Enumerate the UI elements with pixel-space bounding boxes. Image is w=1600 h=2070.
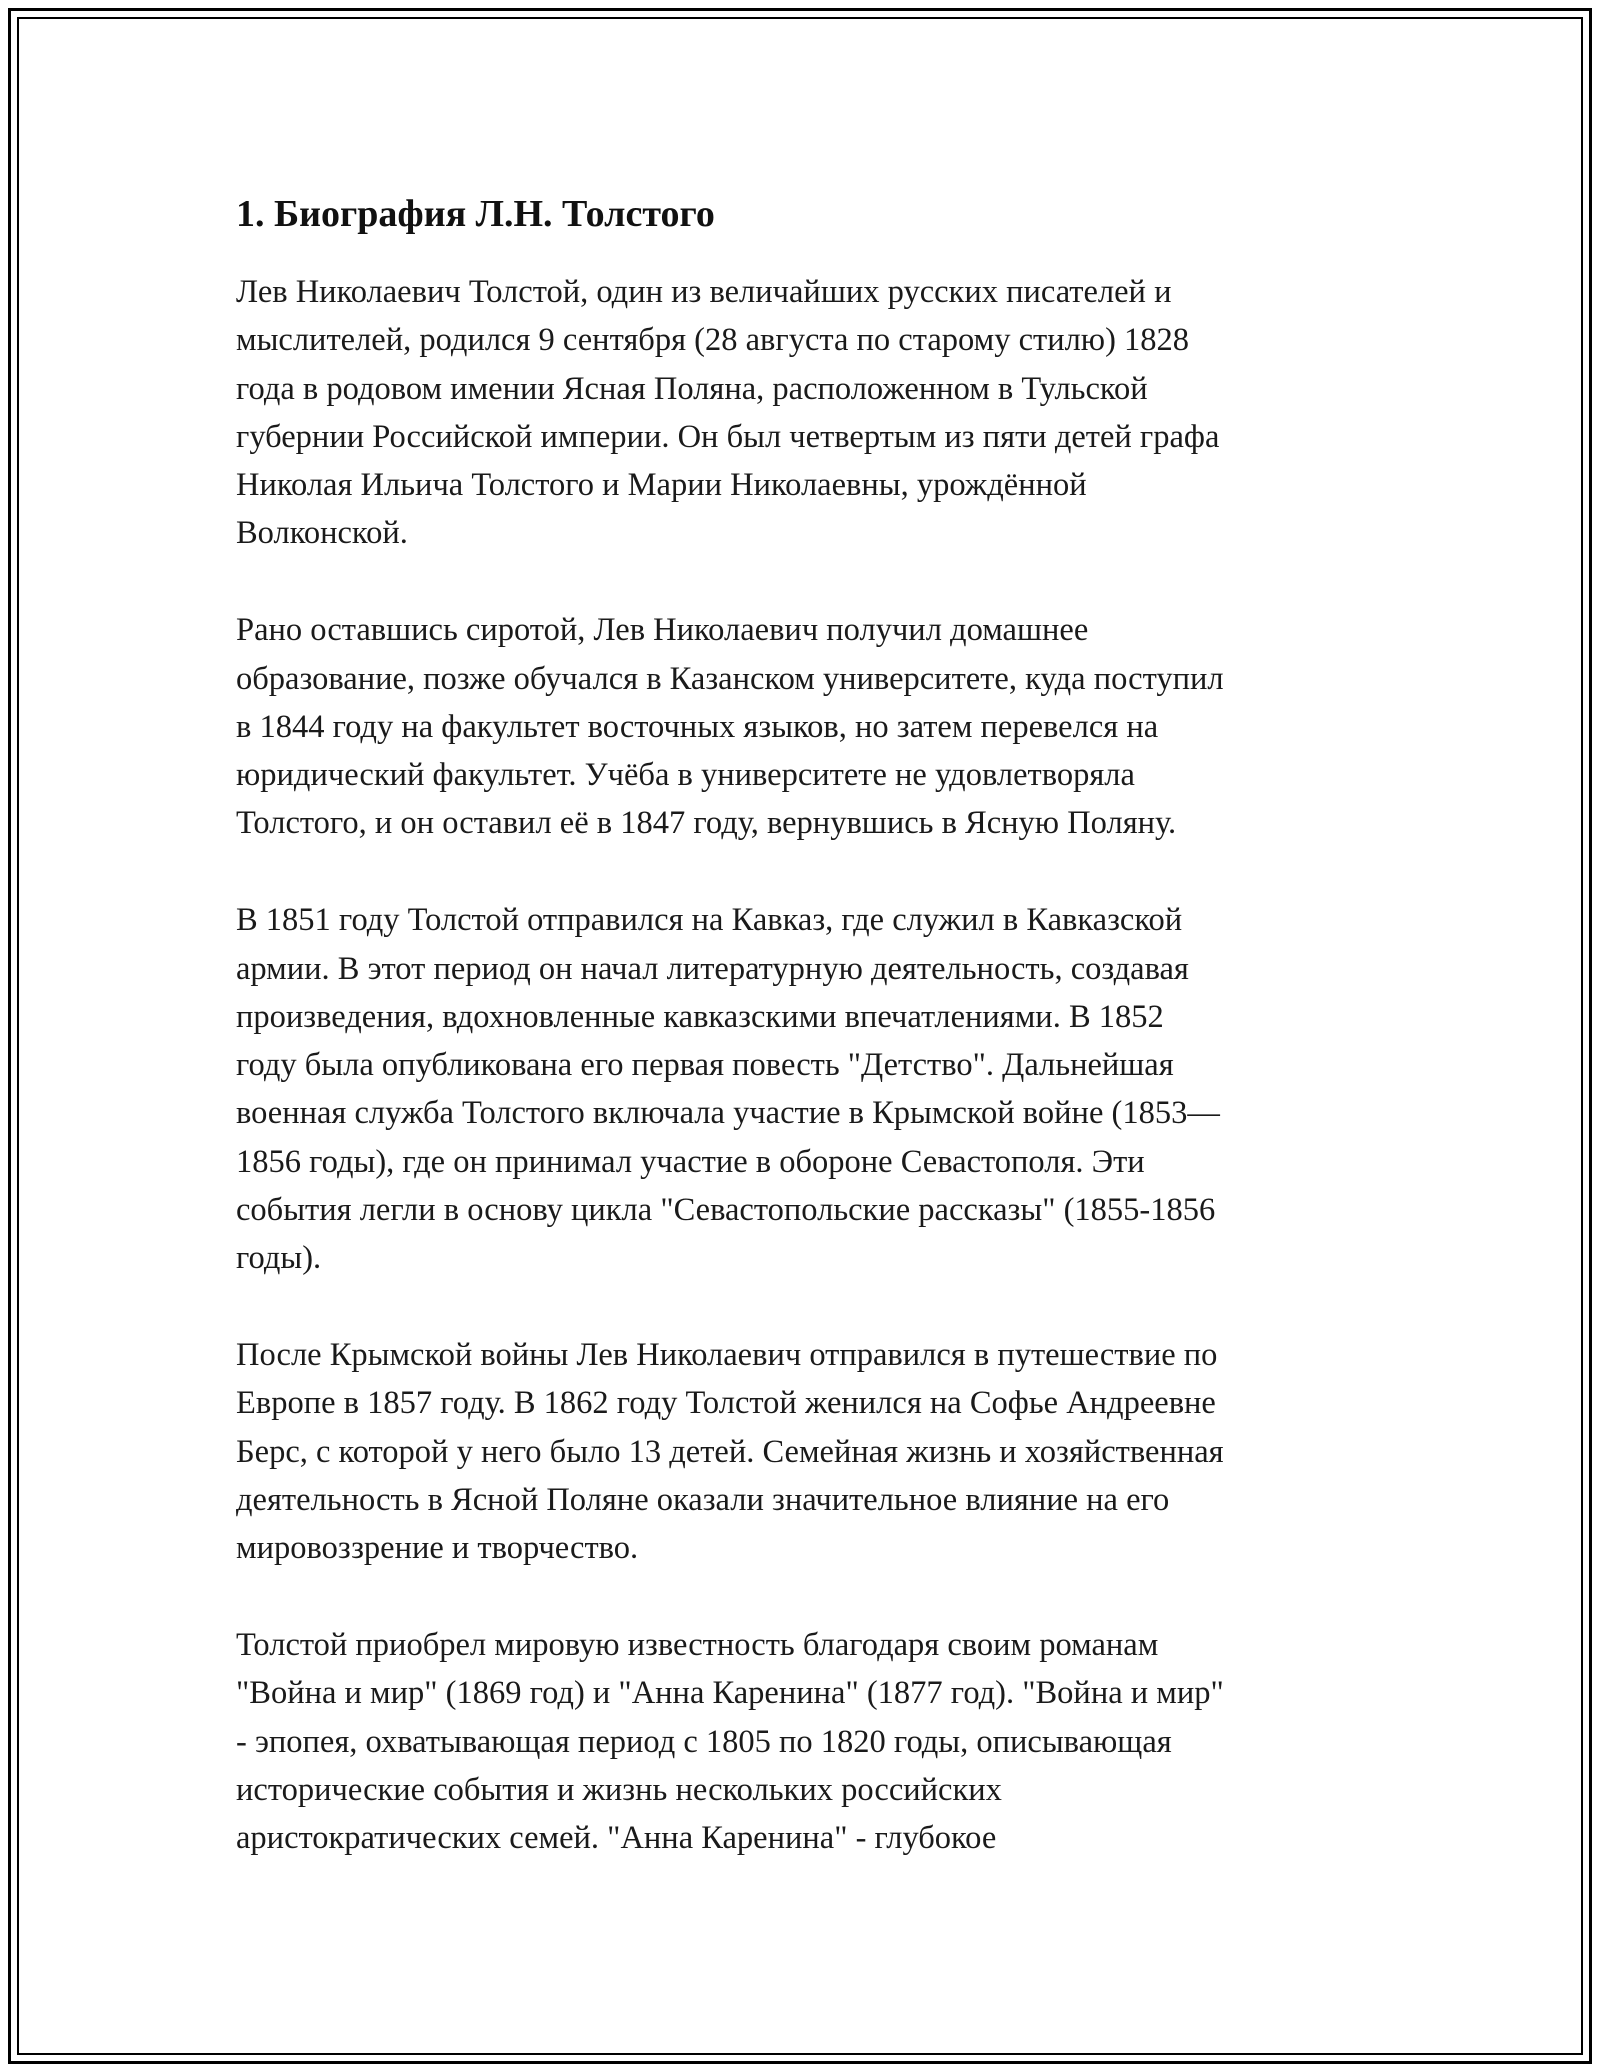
paragraph-family [236, 1331, 1366, 1572]
text-line: - эпопея, охватывающая период с 1805 по 1820 годы, описывающая [236, 1723, 1172, 1760]
paragraph-caucasus [236, 896, 1366, 1282]
text-line: Европе в 1857 году. В 1862 году Толстой женился на Софье Андреевне [236, 1385, 1216, 1422]
text-line: Берс, с которой у него было 13 детей. Семейная жизнь и хозяйственная [236, 1433, 1224, 1470]
paragraph-education [236, 606, 1366, 847]
text-line: губернии Российской империи. Он был четвертым из пяти детей графа [236, 418, 1220, 455]
text-line: аристократических семей. "Анна Каренина" - глубокое [236, 1820, 997, 1857]
text-line: армии. В этот период он начал литературную деятельность, создавая [236, 950, 1189, 987]
paragraph-birth [236, 268, 1366, 558]
text-line: мировоззрение и творчество. [236, 1530, 639, 1567]
text-line: года в родовом имении Ясная Поляна, расположенном в Тульской [236, 370, 1148, 407]
text-line: произведения, вдохновленные кавказскими впечатлениями. В 1852 [236, 998, 1164, 1035]
text-line: Волконской. [236, 515, 408, 552]
text-line: Толстого, и он оставил её в 1847 году, вернувшись в Ясную Поляну. [236, 805, 1177, 842]
text-line: годы). [236, 1240, 322, 1277]
text-line: мыслителей, родился 9 сентября (28 августа по старому стилю) 1828 [236, 322, 1190, 359]
text-line: юридический факультет. Учёба в университете не удовлетворяла [236, 757, 1135, 794]
text-line: военная служба Толстого включала участие в Крымской войне (1853— [236, 1095, 1220, 1132]
text-line: После Крымской войны Лев Николаевич отправился в путешествие по [236, 1337, 1218, 1374]
document-body [236, 186, 1366, 1911]
text-line: события легли в основу цикла "Севастопольские рассказы" (1855-1856 [236, 1192, 1216, 1229]
text-line: образование, позже обучался в Казанском университете, куда поступил [236, 660, 1224, 697]
text-line: году была опубликована его первая повесть "Детство". Дальнейшая [236, 1047, 1174, 1084]
text-line: Николая Ильича Толстого и Марии Николаевны, урождённой [236, 467, 1087, 504]
text-line: Рано оставшись сиротой, Лев Николаевич получил домашнее [236, 612, 1089, 649]
text-line: В 1851 году Толстой отправился на Кавказ, где служил в Кавказской [236, 902, 1183, 939]
text-line: 1856 годы), где он принимал участие в обороне Севастополя. Эти [236, 1143, 1145, 1180]
paragraph-novels [236, 1621, 1366, 1862]
text-line: в 1844 году на факультет восточных языков, но затем перевелся на [236, 708, 1159, 745]
text-line: "Война и мир" (1869 год) и "Анна Каренина" (1877 год). "Война и мир" [236, 1675, 1224, 1712]
section-heading: 1. Биография Л.Н. Толстого [236, 193, 715, 235]
text-line: деятельность в Ясной Поляне оказали значительное влияние на его [236, 1482, 1170, 1519]
text-line: Толстой приобрел мировую известность благодаря своим романам [236, 1627, 1159, 1664]
text-line: исторические события и жизнь нескольких российских [236, 1772, 1002, 1809]
text-line: Лев Николаевич Толстой, один из величайших русских писателей и [236, 274, 1172, 310]
